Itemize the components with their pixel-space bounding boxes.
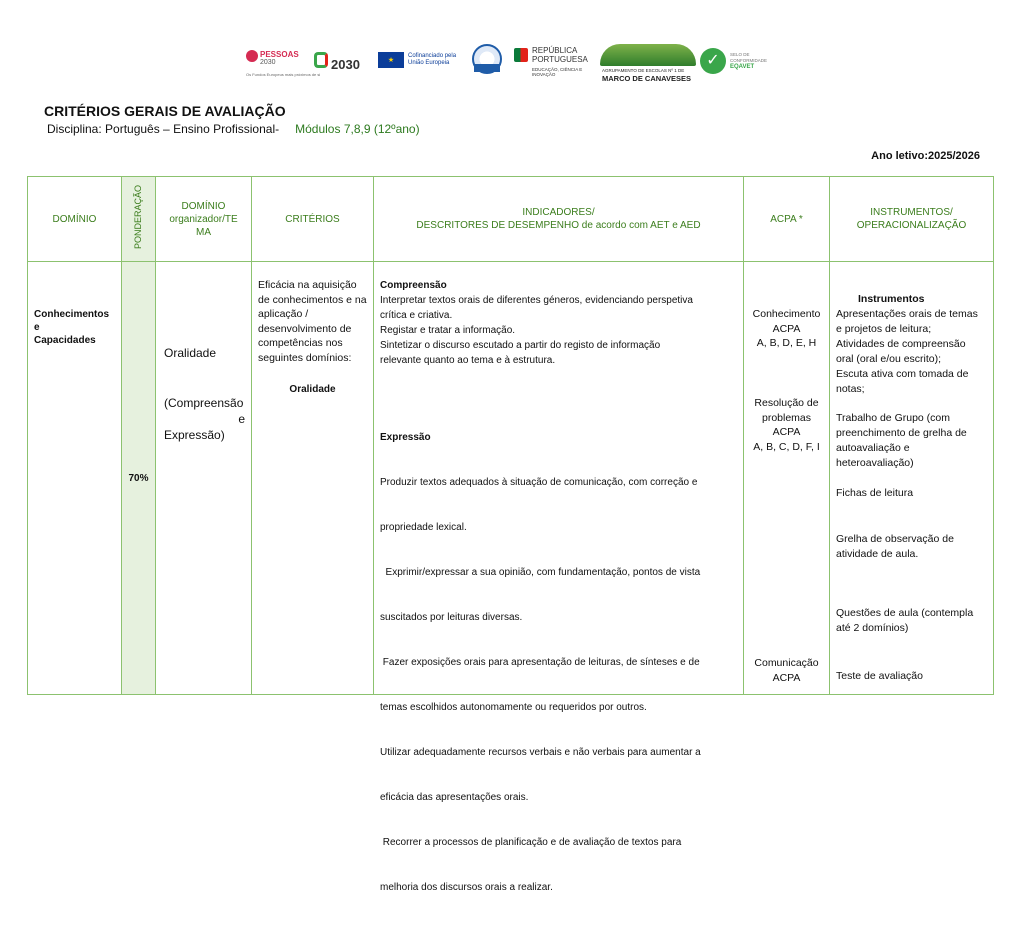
acpa-comunicacao <box>744 656 829 685</box>
instrumentos-group-4 <box>836 532 954 562</box>
cell-tema <box>156 262 252 695</box>
compreensao-line: Registar e tratar a informação. <box>380 325 516 336</box>
header-dominio-organizador <box>156 177 252 262</box>
expressao-line: Exprimir/expressar a sua opinião, com fundamentação, pontos de vista <box>380 567 701 578</box>
expressao-title: Expressão <box>380 432 431 443</box>
cell-criterios <box>252 262 374 695</box>
acpa-conhecimento <box>744 307 829 351</box>
instrumento-line: Apresentações orais de temas <box>836 308 978 320</box>
header-dominio-org-line-3: MA <box>196 226 211 238</box>
expressao-line: eficácia das apresentações orais. <box>380 792 529 803</box>
header-ponderacao-text: PONDERAÇÃO <box>133 184 143 249</box>
pessoas-logo-tagline: Os Fundos Europeus mais próximos de si <box>246 72 321 77</box>
acpa-resolucao <box>744 396 829 454</box>
dominio-text <box>34 308 109 347</box>
criterios-text: Eficácia na aquisição de conhecimentos e na aplicação / desenvolvimento de competências nos seguintes domínios: <box>258 279 367 364</box>
agrupamento-logo <box>600 44 696 84</box>
instrumento-line: até 2 domínios) <box>836 622 909 634</box>
instrumento-line: atividade de aula. <box>836 548 919 560</box>
cell-acpa <box>744 262 830 695</box>
expressao-line: Utilizar adequadamente recursos verbais e não verbais para aumentar a <box>380 747 701 758</box>
compreensao-title: Compreensão <box>380 280 447 291</box>
expressao-line: melhoria dos discursos orais a realizar. <box>380 882 553 893</box>
eu-text: Cofinanciado pela União Europeia <box>408 53 457 66</box>
dominio-line-1: Conhecimentos <box>34 309 110 320</box>
expressao-line: propriedade lexical. <box>380 522 467 533</box>
check-icon: ✓ <box>700 48 726 74</box>
cell-dominio <box>28 262 122 695</box>
header-indicadores-line-1: INDICADORES/ <box>522 207 595 218</box>
pessoas-logo-text: PESSOAS <box>260 50 299 59</box>
header-dominio: DOMÍNIO <box>28 177 122 262</box>
compreensao-line: Interpretar textos orais de diferentes géneros, evidenciando perspetiva <box>380 295 693 306</box>
eqavet-text-1: SELO DE CONFORMIDADE <box>730 52 767 63</box>
table-row <box>28 262 994 695</box>
table-header-row <box>28 177 994 262</box>
header-dominio-org-line-2: organizador/TE <box>169 213 238 225</box>
instrumento-line: notas; <box>836 383 865 395</box>
instrumento-line: heteroavaliação) <box>836 457 914 469</box>
ponderacao-value: 70% <box>128 473 149 484</box>
portugal-2030-mark-icon <box>314 52 328 68</box>
disciplina-label: Disciplina: Português – Ensino Profissional- <box>47 122 280 136</box>
portugal-2030-text: 2030 <box>331 57 360 72</box>
program-seal-logo <box>470 44 504 80</box>
instrumento-line: preenchimento de grelha de <box>836 427 967 439</box>
eqavet-text-2: EQAVET <box>730 64 755 70</box>
expressao-line: Recorrer a processos de planificação e de avaliação de textos para <box>380 837 682 848</box>
header-ponderacao <box>122 177 156 262</box>
compreensao-line: relevante quanto ao tema e à estrutura. <box>380 355 556 366</box>
instrumento-teste: Teste de avaliação <box>836 670 923 682</box>
tema-line-3: e <box>238 412 245 426</box>
expressao-line: Produzir textos adequados à situação de comunicação, com correção e <box>380 477 698 488</box>
tema-line-2: (Compreensão <box>164 396 244 410</box>
pessoas-mark-icon <box>246 50 258 62</box>
acpa-line: problemas <box>761 411 812 424</box>
modulos-label: Módulos 7,8,9 (12ºano) <box>295 122 420 136</box>
agrupamento-text-2: MARCO DE CANAVESES <box>602 74 692 83</box>
instrumento-line: Atividades de compreensão <box>836 338 966 350</box>
criteria-table <box>27 176 994 893</box>
header-instrumentos <box>830 177 994 262</box>
header-indicadores-line-2: DESCRITORES DE DESEMPENHO de acordo com AET e AED <box>416 220 701 231</box>
republica-flag-icon <box>514 48 528 62</box>
tema-line-4: Expressão) <box>164 428 225 442</box>
criterios-oralidade: Oralidade <box>289 384 336 395</box>
agrupamento-hills-icon <box>600 44 696 66</box>
page-title: CRITÉRIOS GERAIS DE AVALIAÇÃO <box>44 103 286 119</box>
acpa-line: Resolução de <box>754 397 819 409</box>
portugal-2030-logo <box>314 48 366 78</box>
acpa-line: A, B, C, D, F, I <box>753 440 820 453</box>
agrupamento-text-1: AGRUPAMENTO DE ESCOLAS Nº 1 DE <box>602 68 685 73</box>
republica-portuguesa-logo <box>514 46 598 80</box>
header-instrumentos-line-2: OPERACIONALIZAÇÃO <box>856 220 967 231</box>
acpa-line: ACPA <box>772 322 801 335</box>
dominio-line-2: e <box>34 322 40 333</box>
instrumento-line: Questões de aula (contempla <box>836 607 974 619</box>
instrumento-line: autoavaliação e <box>836 442 910 454</box>
expressao-line: Fazer exposições orais para apresentação de leituras, de sínteses e de <box>380 657 700 668</box>
header-acpa: ACPA * <box>744 177 830 262</box>
logo-strip <box>244 44 784 84</box>
instrumentos-group-2 <box>836 411 967 471</box>
instrumento-line: Escuta ativa com tomada de <box>836 368 969 380</box>
instrumento-line: Trabalho de Grupo (com <box>836 412 950 424</box>
compreensao-line: Sintetizar o discurso escutado a partir do registo de informação <box>380 340 661 351</box>
instrumento-line: e projetos de leitura; <box>836 323 932 335</box>
republica-sub-text: EDUCAÇÃO, CIÊNCIA E INOVAÇÃO <box>532 67 583 77</box>
acpa-line: Comunicação <box>754 657 819 669</box>
header-criterios: CRITÉRIOS <box>252 177 374 262</box>
cell-instrumentos <box>830 262 994 695</box>
header-indicadores <box>374 177 744 262</box>
acpa-line: A, B, D, E, H <box>756 337 817 349</box>
eqavet-logo <box>700 46 784 80</box>
cell-indicadores <box>374 262 744 893</box>
cell-ponderacao <box>122 262 156 695</box>
expressao-block <box>380 400 701 925</box>
instrumentos-group-5 <box>836 606 973 636</box>
instrumentos-title: Instrumentos <box>858 293 925 305</box>
acpa-line: Conhecimento <box>752 308 821 320</box>
acpa-line: ACPA <box>772 426 801 438</box>
compreensao-block <box>380 278 693 368</box>
dominio-line-3: Capacidades <box>34 335 96 346</box>
subtitle <box>47 122 420 136</box>
instrumento-line: Grelha de observação de <box>836 533 954 545</box>
instrumentos-group-1 <box>836 307 978 397</box>
header-dominio-org-line-1: DOMÍNIO <box>181 200 226 212</box>
republica-text: REPÚBLICA PORTUGUESA <box>532 46 588 64</box>
compreensao-line: crítica e criativa. <box>380 310 453 321</box>
seal-band-icon <box>474 64 500 72</box>
ano-letivo: Ano letivo:2025/2026 <box>871 150 980 162</box>
instrumento-fichas: Fichas de leitura <box>836 487 914 499</box>
instrumento-line: oral (oral e/ou escrito); <box>836 353 942 365</box>
pessoas-2030-logo <box>244 44 321 82</box>
acpa-line: ACPA <box>772 671 801 684</box>
eu-flag-icon: ★ <box>378 52 404 68</box>
expressao-line: suscitados por leituras diversas. <box>380 612 523 623</box>
tema-line-1: Oralidade <box>164 346 217 360</box>
eu-cofinanced-logo <box>378 50 462 72</box>
expressao-line: temas escolhidos autonomamente ou requeridos por outros. <box>380 702 647 713</box>
header-instrumentos-line-1: INSTRUMENTOS/ <box>870 207 953 218</box>
pessoas-logo-year: 2030 <box>260 59 276 66</box>
